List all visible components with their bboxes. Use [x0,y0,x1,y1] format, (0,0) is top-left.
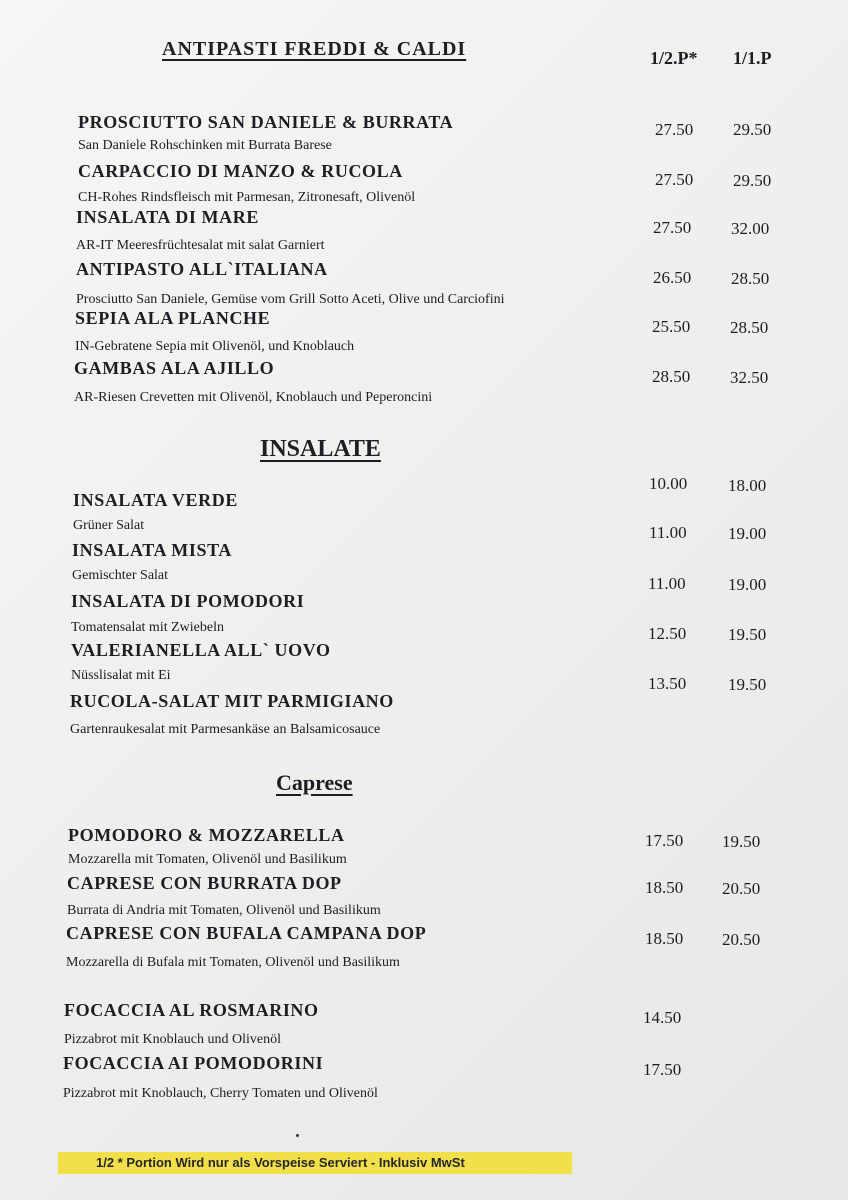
price-full: 20.50 [722,930,761,949]
dish-description: Pizzabrot mit Knoblauch und Olivenöl [64,1032,281,1047]
price-full: 19.00 [728,524,767,543]
price-half: 11.00 [649,523,687,542]
dish-name: PROSCIUTTO SAN DANIELE & BURRATA [78,112,454,132]
price-full: 20.50 [722,879,761,898]
price-full: 19.50 [728,675,767,694]
insalate-heading: INSALATE [260,436,381,462]
price-half: 12.50 [648,624,687,643]
dish-name: FOCACCIA AI POMODORINI [63,1053,324,1073]
dish-description: AR-IT Meeresfrüchtesalat mit salat Garniert [76,238,325,253]
dish-description: IN-Gebratene Sepia mit Olivenöl, und Knoblauch [75,339,355,354]
price-half: 18.50 [645,929,684,948]
price-half: 17.50 [645,831,684,850]
price-full: 18.00 [728,476,767,495]
dish-name: POMODORO & MOZZARELLA [68,825,345,845]
dish-description: Mozzarella di Bufala mit Tomaten, Olivenöl und Basilikum [66,955,400,970]
price-half: 27.50 [655,120,694,139]
ink-dot [296,1134,299,1137]
price-full: 19.00 [728,575,767,594]
dish-description: CH-Rohes Rindsfleisch mit Parmesan, Zitronesaft, Olivenöl [78,190,416,205]
dish-description: Grüner Salat [73,518,145,533]
price-half: 26.50 [653,268,692,287]
price-half: 25.50 [652,317,691,336]
full-portion-column-header: 1/1.P [733,48,772,68]
price-full: 28.50 [730,318,769,337]
dish-description: Prosciutto San Daniele, Gemüse vom Grill Sotto Aceti, Olive und Carciofini [76,292,505,307]
price-full: 32.00 [731,219,770,238]
dish-name: RUCOLA-SALAT MIT PARMIGIANO [70,691,394,711]
dish-name: INSALATA MISTA [72,540,232,560]
dish-name: ANTIPASTO ALL`ITALIANA [76,259,328,279]
dish-description: Burrata di Andria mit Tomaten, Olivenöl und Basilikum [67,903,381,918]
dish-description: Tomatensalat mit Zwiebeln [71,620,224,635]
dish-name: CAPRESE CON BURRATA DOP [67,873,342,893]
dish-name: GAMBAS ALA AJILLO [74,358,275,378]
price-half: 11.00 [648,574,686,593]
dish-name: CAPRESE CON BUFALA CAMPANA DOP [66,923,427,943]
dish-name: FOCACCIA AL ROSMARINO [64,1000,319,1020]
price-half: 27.50 [653,218,692,237]
dish-description: Nüsslisalat mit Ei [71,668,171,683]
price-full: 29.50 [733,171,772,190]
caprese-heading: Caprese [276,770,353,795]
price: 17.50 [643,1060,682,1079]
dish-name: INSALATA DI MARE [76,207,259,227]
dish-name: INSALATA VERDE [73,490,238,510]
price-half: 10.00 [649,474,688,493]
dish-description: Gartenraukesalat mit Parmesankäse an Balsamicosauce [70,722,381,737]
dish-description: Pizzabrot mit Knoblauch, Cherry Tomaten und Olivenöl [63,1086,378,1101]
dish-description: San Daniele Rohschinken mit Burrata Barese [78,138,332,153]
dish-description: Gemischter Salat [72,568,169,583]
price-full: 19.50 [722,832,761,851]
price-half: 27.50 [655,170,694,189]
price-full: 29.50 [733,120,772,139]
dish-description: AR-Riesen Crevetten mit Olivenöl, Knoblauch und Peperoncini [74,390,433,405]
antipasti-heading: ANTIPASTI FREDDI & CALDI [162,38,467,60]
dish-name: SEPIA ALA PLANCHE [75,308,271,328]
price-full: 19.50 [728,625,767,644]
dish-name: INSALATA DI POMODORI [71,591,305,611]
price: 14.50 [643,1008,682,1027]
dish-description: Mozzarella mit Tomaten, Olivenöl und Basilikum [68,852,347,867]
dish-name: CARPACCIO DI MANZO & RUCOLA [78,161,403,181]
price-full: 28.50 [731,269,770,288]
price-half: 18.50 [645,878,684,897]
half-portion-column-header: 1/2.P* [650,48,698,68]
price-half: 28.50 [652,367,691,386]
price-half: 13.50 [648,674,687,693]
footer-note: 1/2 * Portion Wird nur als Vorspeise Serviert - Inklusiv MwSt [58,1152,572,1174]
dish-name: VALERIANELLA ALL` UOVO [71,640,331,660]
price-full: 32.50 [730,368,769,387]
